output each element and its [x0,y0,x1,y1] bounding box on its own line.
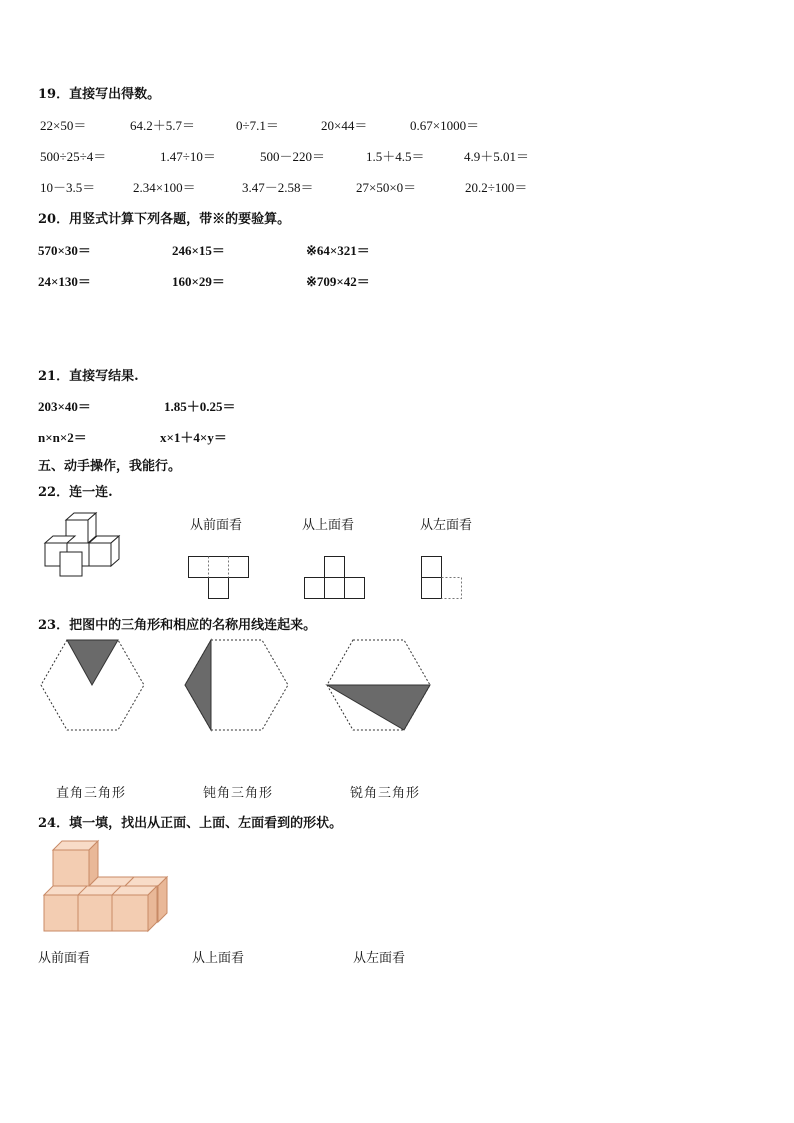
q19-item: 2.34×100＝ [133,180,196,195]
q20-item: 570×30＝ [38,243,91,258]
q20-item: 24×130＝ [38,274,91,289]
q19-item: 27×50×0＝ [356,180,417,195]
section5-title: 五、动手操作，我能行。 [38,459,182,474]
q19-item: 500÷25÷4＝ [40,149,107,164]
q22-view-left-shape [421,556,463,600]
q22-view-front-label: 从前面看 [190,518,243,533]
q20-item: ※709×42＝ [306,274,370,289]
q23-title: 23．把图中的三角形和相应的名称用线连起来。 [38,618,317,633]
q21-item: x×1＋4×y＝ [160,430,227,445]
q19-item: 0.67×1000＝ [410,118,480,133]
q24-3d-blocks [42,840,170,932]
q23-name-obtuse-triangle: 钝角三角形 [203,786,274,801]
q19-item: 1.47÷10＝ [160,149,216,164]
q23-hexagon-2 [184,638,290,732]
q22-title: 22．连一连. [38,485,113,500]
q24-view-front-label: 从前面看 [38,951,91,966]
q23-hexagon-1 [40,638,146,732]
q23-hexagon-3 [326,638,432,732]
q21-item: 1.85＋0.25＝ [164,399,236,414]
q19-item: 3.47－2.58＝ [242,180,314,195]
q20-item: 246×15＝ [172,243,225,258]
q19-item: 10－3.5＝ [40,180,96,195]
q24-view-top-label: 从上面看 [192,951,245,966]
q19-title: 19．直接写出得数。 [38,87,161,102]
q19-item: 500－220＝ [260,149,326,164]
q22-3d-blocks [40,512,140,580]
q24-title: 24．填一填，找出从正面、上面、左面看到的形状。 [38,816,343,831]
q19-item: 4.9＋5.01＝ [464,149,530,164]
q19-item: 0÷7.1＝ [236,118,279,133]
q19-item: 22×50＝ [40,118,87,133]
q21-item: n×n×2＝ [38,430,87,445]
q22-view-left-label: 从左面看 [420,518,473,533]
q19-item: 20.2÷100＝ [465,180,528,195]
q23-name-right-triangle: 直角三角形 [56,786,127,801]
q19-item: 1.5＋4.5＝ [366,149,425,164]
q22-view-front-shape [188,556,250,600]
q19-item: 64.2＋5.7＝ [130,118,196,133]
q19-item: 20×44＝ [321,118,368,133]
q22-view-top-shape [304,556,366,600]
q20-item: ※64×321＝ [306,243,370,258]
q21-item: 203×40＝ [38,399,91,414]
q20-title: 20．用竖式计算下列各题，带※的要验算。 [38,212,291,227]
q22-view-top-label: 从上面看 [302,518,355,533]
q23-name-acute-triangle: 锐角三角形 [350,786,421,801]
q24-view-left-label: 从左面看 [353,951,406,966]
q21-title: 21．直接写结果. [38,369,139,384]
q20-item: 160×29＝ [172,274,225,289]
